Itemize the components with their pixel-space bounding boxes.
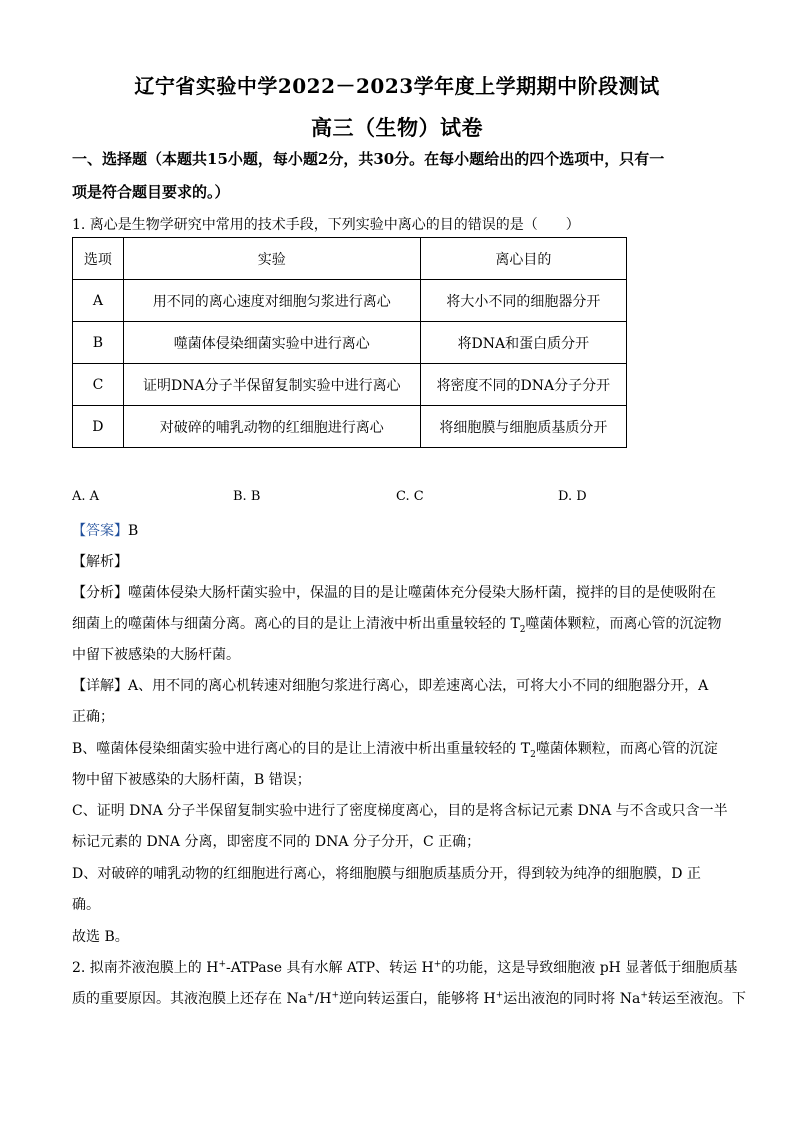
section-heading-line1: 一、选择题（本题共15小题，每小题2分，共30分。在每小题给出的四个选项中，只有一	[72, 150, 665, 168]
table-row	[73, 364, 627, 406]
table-row	[73, 406, 627, 448]
table-header-cell: 选项	[73, 238, 124, 280]
analysis-line: 【分析】噬菌体侵染大肠杆菌实验中，保温的目的是让噬菌体充分侵染大肠杆菌，搅拌的目的是使吸附在	[72, 585, 716, 601]
question-2-line1: 2. 拟南芥液泡膜上的 H+-ATPase 具有水解 ATP、转运 H+的功能，这是导致细胞液 pH 显著低于细胞质基	[72, 959, 738, 976]
answer-value: B	[128, 523, 139, 539]
analysis-line: 物中留下被感染的大肠杆菌，B 错误；	[72, 772, 311, 788]
analysis-line: 故选 B。	[72, 929, 129, 945]
analysis-line: C、证明 DNA 分子半保留复制实验中进行了密度梯度离心，目的是将含标记元素 DNA 与不含或只含一半	[72, 803, 728, 819]
analysis-line: 细菌上的噬菌体与细菌分离。离心的目的是让上清液中析出重量较轻的 $T_2$噬菌体颗粒，而离心管的沉淀物	[72, 616, 722, 635]
table-cell: 将细胞膜与细胞质基质分开	[420, 406, 626, 448]
analysis-line: 标记元素的 DNA 分离，即密度不同的 DNA 分子分开，C 正确；	[72, 834, 481, 850]
section-heading-line2: 项是符合题目要求的。）	[72, 183, 230, 201]
table-cell: 用不同的离心速度对细胞匀浆进行离心	[123, 280, 420, 322]
table-header-row	[73, 238, 627, 280]
table-header-cell: 实验	[123, 238, 420, 280]
option-a: A. A	[72, 489, 100, 504]
table-cell: 对破碎的哺乳动物的红细胞进行离心	[123, 406, 420, 448]
question-2-line2: 质的重要原因。其液泡膜上还存在 Na+/H+逆向转运蛋白，能够将 H+运出液泡的同时将 Na+转运至液泡。下	[72, 990, 746, 1007]
table-cell: 将大小不同的细胞器分开	[420, 280, 626, 322]
table-cell: D	[73, 406, 124, 448]
question-1-stem: 1. 离心是生物学研究中常用的技术手段，下列实验中离心的目的错误的是（ ）	[72, 217, 580, 233]
table-cell: 证明DNA分子半保留复制实验中进行离心	[123, 364, 420, 406]
option-d: D. D	[558, 489, 587, 504]
option-b: B. B	[233, 489, 261, 504]
analysis-line: D、对破碎的哺乳动物的红细胞进行离心，将细胞膜与细胞质基质分开，得到较为纯净的细胞膜，D 正	[72, 866, 701, 882]
table-cell: 将DNA和蛋白质分开	[420, 322, 626, 364]
answer-line	[72, 520, 138, 540]
analysis-line: 中留下被感染的大肠杆菌。	[72, 647, 240, 663]
answer-tag: 【答案】	[72, 523, 128, 539]
analysis-line: 【详解】A、用不同的离心机转速对细胞匀浆进行离心，即差速离心法，可将大小不同的细胞器分开，A	[72, 678, 709, 694]
table-cell: A	[73, 280, 124, 322]
option-c: C. C	[396, 489, 424, 504]
analysis-tag: 【解析】	[72, 554, 128, 570]
table-row	[73, 280, 627, 322]
page-subtitle: 高三（生物）试卷	[311, 115, 483, 140]
analysis-line: B、噬菌体侵染细菌实验中进行离心的目的是让上清液中析出重量较轻的 $T_2$噬菌体颗粒，而离心管的沉淀	[72, 741, 718, 760]
table-row	[73, 322, 627, 364]
table-header-cell: 离心目的	[420, 238, 626, 280]
analysis-line: 确。	[72, 897, 100, 913]
table-cell: 噬菌体侵染细菌实验中进行离心	[123, 322, 420, 364]
table-cell: 将密度不同的DNA分子分开	[420, 364, 626, 406]
table-cell: C	[73, 364, 124, 406]
page-title: 辽宁省实验中学2022－2023学年度上学期期中阶段测试	[134, 74, 660, 98]
question-1-table	[72, 237, 627, 448]
table-cell: B	[73, 322, 124, 364]
analysis-line: 正确；	[72, 709, 114, 725]
